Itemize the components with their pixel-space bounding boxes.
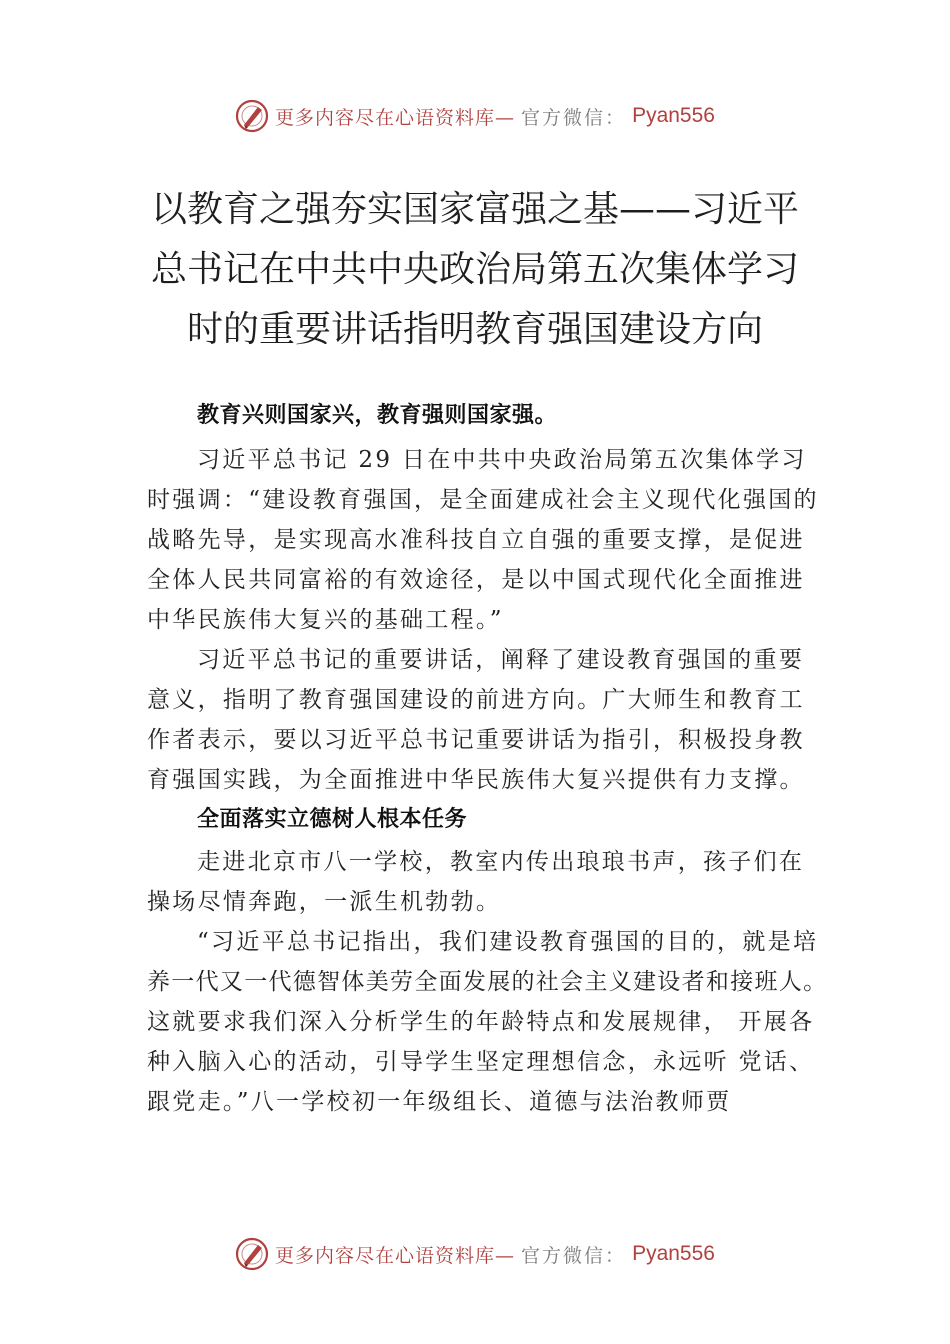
body-line: 习近平总书记 29 日在中共中央政治局第五次集体学习 (197, 447, 807, 473)
header-wechat-label: 官方微信： (521, 106, 627, 129)
footer-wechat-label: 官方微信： (521, 1244, 627, 1267)
header-wechat-id: Pyan556 (632, 104, 715, 127)
body-line: 跟党走。”八一学校初一年级组长、道德与法治教师贾 (147, 1089, 732, 1115)
body-line: 全体人民共同富裕的有效途径，是以中国式现代化全面推进 (147, 567, 805, 593)
body-line: 养一代又一代德智体美劳全面发展的社会主义建设者和接班人。 (147, 969, 828, 995)
subheading-2: 全面落实立德树人根本任务 (197, 807, 468, 832)
pen-logo-icon (235, 1237, 269, 1271)
subheading-1: 教育兴则国家兴，教育强则国家强。 (197, 403, 558, 428)
footer-banner-text: 更多内容尽在心语资料库— (275, 1244, 516, 1267)
header-banner (0, 96, 950, 136)
body-line: 时强调：“建设教育强国，是全面建成社会主义现代化强国的 (147, 487, 819, 513)
footer-banner (0, 1234, 950, 1274)
title-line-1: 以教育之强夯实国家富强之基——习近平 (150, 189, 799, 230)
pen-logo-icon (235, 99, 269, 133)
body-line: 作者表示，要以习近平总书记重要讲话为指引，积极投身教 (147, 727, 805, 753)
footer-wechat-id: Pyan556 (632, 1242, 715, 1265)
body-line: 战略先导，是实现高水准科技自立自强的重要支撑，是促进 (147, 527, 805, 553)
body-line: “习近平总书记指出，我们建设教育强国的目的，就是培 (197, 929, 819, 955)
body-line: 育强国实践，为全面推进中华民族伟大复兴提供有力支撑。 (147, 767, 805, 793)
body-line: 种入脑入心的活动，引导学生坚定理想信念，永远听 党话、 (147, 1049, 815, 1075)
title-line-2: 总书记在中共中央政治局第五次集体学习 (150, 249, 799, 290)
header-banner-text: 更多内容尽在心语资料库— (275, 106, 516, 129)
body-line: 走进北京市八一学校，教室内传出琅琅书声，孩子们在 (197, 849, 805, 875)
body-line: 中华民族伟大复兴的基础工程。” (147, 607, 504, 633)
body-line: 意义，指明了教育强国建设的前进方向。广大师生和教育工 (147, 687, 805, 713)
body-line: 操场尽情奔跑，一派生机勃勃。 (147, 889, 502, 915)
title-line-3: 时的重要讲话指明教育强国建设方向 (186, 309, 763, 350)
body-line: 这就要求我们深入分析学生的年龄特点和发展规律， 开展各 (147, 1009, 815, 1035)
body-line: 习近平总书记的重要讲话，阐释了建设教育强国的重要 (197, 647, 805, 673)
